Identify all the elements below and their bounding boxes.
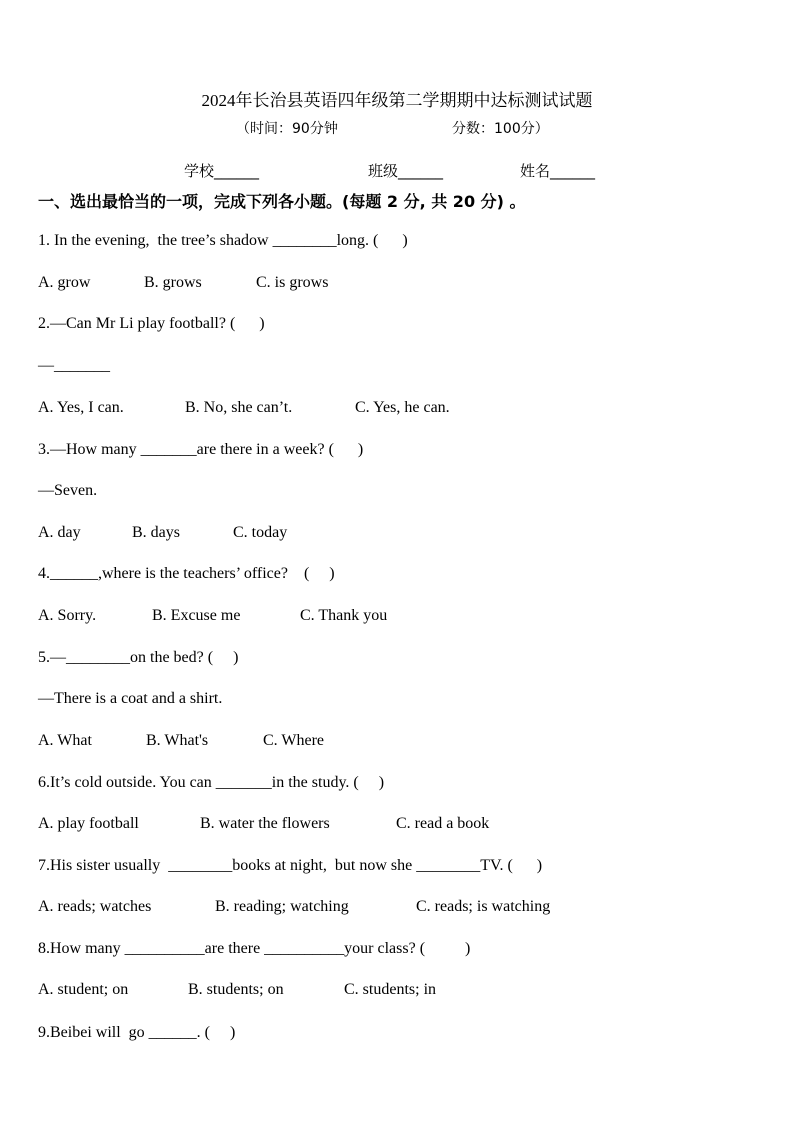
q3-option-c: C. today (233, 524, 288, 541)
q1-option-a: A. grow (38, 274, 91, 291)
q5-option-a: A. What (38, 732, 92, 749)
q2-option-c: C. Yes, he can. (355, 399, 450, 416)
q6-option-a: A. play football (38, 815, 139, 832)
q4-option-a: A. Sorry. (38, 607, 97, 624)
class-field: 班级______ (368, 162, 444, 180)
question-6: 6.It’s cold outside. You can _______in the study. ( ) (38, 774, 385, 791)
q8-option-c: C. students; in (344, 981, 437, 998)
question-9: 9.Beibei will go ______. ( ) (38, 1024, 236, 1041)
q8-option-a: A. student; on (38, 981, 129, 998)
question-3-answer-line: —Seven. (38, 482, 98, 499)
q2-option-b: B. No, she can’t. (185, 399, 293, 416)
question-3: 3.—How many _______are there in a week? ( ) (38, 441, 364, 458)
section-title: 一、选出最恰当的一项，完成下列各小题。(每题 2 分, 共 20 分) 。 (38, 192, 526, 211)
q7-option-b: B. reading; watching (215, 898, 349, 915)
question-1: 1. In the evening, the tree’s shadow ________long. ( ) (38, 232, 408, 249)
page-title: 2024年长治县英语四年级第二学期期中达标测试试题 (201, 91, 593, 110)
q3-option-b: B. days (132, 524, 180, 541)
q3-option-a: A. day (38, 524, 81, 541)
q1-option-b: B. grows (144, 274, 202, 291)
q2-option-a: A. Yes, I can. (38, 399, 124, 416)
question-8: 8.How many __________are there __________your class? ( ) (38, 940, 471, 957)
question-4: 4.______,where is the teachers’ office? ( ) (38, 565, 335, 582)
q5-option-b: B. What's (146, 732, 209, 749)
q1-option-c: C. is grows (256, 274, 329, 291)
q8-option-b: B. students; on (188, 981, 284, 998)
q5-option-c: C. Where (263, 732, 325, 749)
q4-option-c: C. Thank you (300, 607, 388, 624)
q7-option-c: C. reads; is watching (416, 898, 551, 915)
question-5-answer-line: —There is a coat and a shirt. (38, 690, 223, 707)
q6-option-c: C. read a book (396, 815, 490, 832)
question-5: 5.—________on the bed? ( ) (38, 649, 239, 666)
name-field: 姓名______ (520, 162, 596, 180)
q7-option-a: A. reads; watches (38, 898, 152, 915)
question-7: 7.His sister usually ________books at night, but now she ________TV. ( ) (38, 857, 543, 874)
q4-option-b: B. Excuse me (152, 607, 241, 624)
exam-score: 分数：100分） (452, 121, 549, 137)
q6-option-b: B. water the flowers (200, 815, 330, 832)
exam-time: （时间：90分钟 (236, 121, 338, 137)
question-2: 2.—Can Mr Li play football? ( ) (38, 315, 265, 332)
question-2-answer-line: —_______ (38, 357, 110, 374)
school-field: 学校______ (184, 162, 260, 180)
